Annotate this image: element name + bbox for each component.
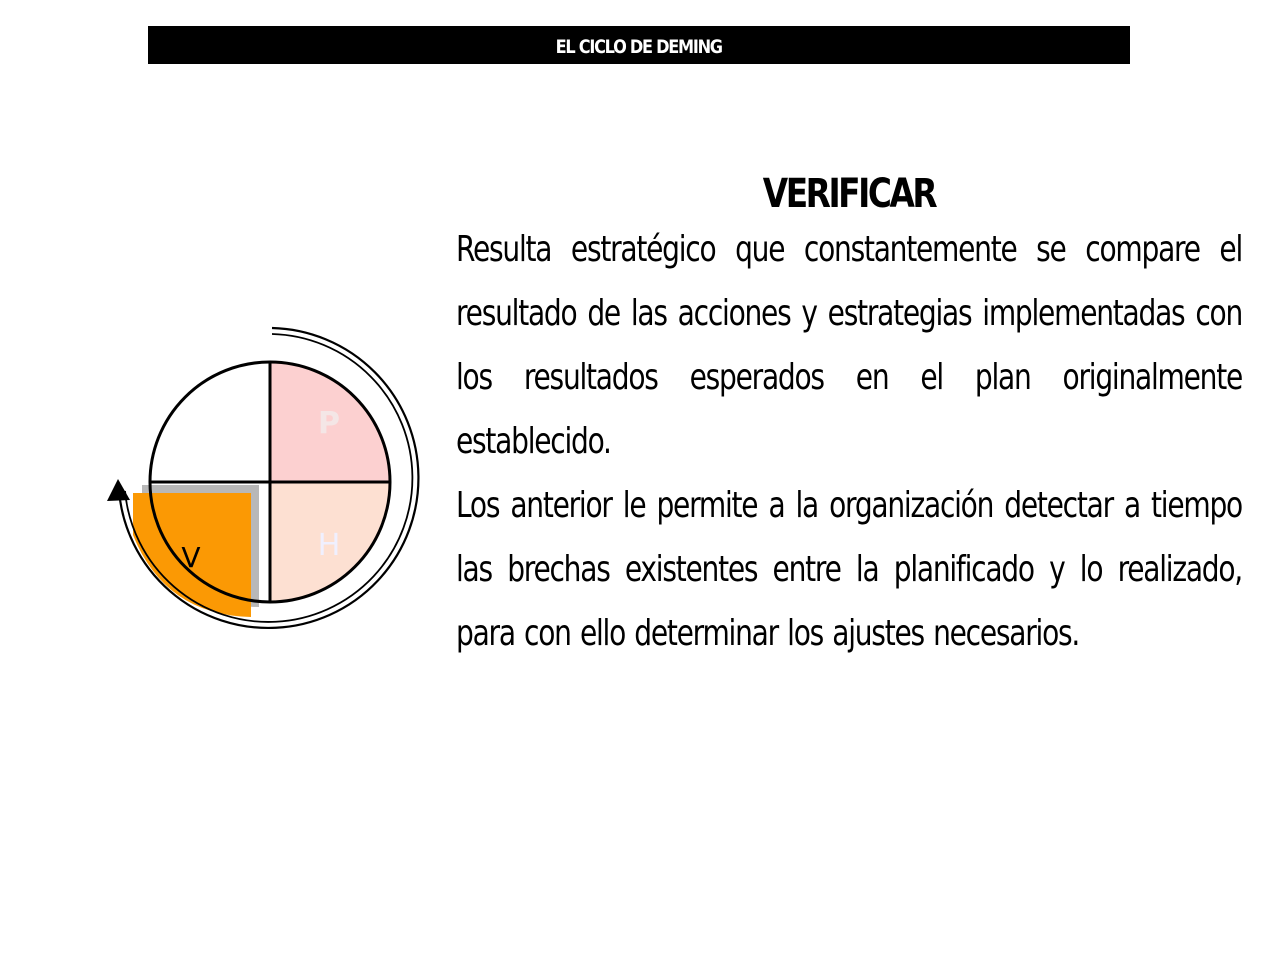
paragraph-wrap-1 — [456, 218, 1242, 474]
quadrant-v-label: V — [181, 541, 201, 574]
deming-cycle-svg — [95, 315, 435, 655]
main-content — [456, 160, 1242, 666]
header-bar — [148, 26, 1130, 64]
header-title: EL CICLO DE DEMING — [555, 36, 723, 58]
quadrant-p-label: P — [318, 406, 340, 441]
rotation-arrowhead-icon — [107, 479, 130, 501]
deming-cycle-diagram — [95, 315, 435, 655]
paragraph-1: Resulta estratégico que constantemente se compare el resultado de las acciones y estrategias implementadas con los resultados esperados en el plan originalmente establecido. — [456, 229, 1242, 462]
section-title: VERIFICAR — [762, 171, 936, 217]
paragraph-wrap-2 — [456, 474, 1242, 666]
quadrant-a — [150, 362, 270, 482]
paragraph-2: Los anterior le permite a la organización detectar a tiempo las brechas existentes entre la planificado y lo realizado, para con ello determinar los ajustes necesarios. — [456, 485, 1242, 654]
quadrant-h-label: H — [317, 528, 341, 563]
